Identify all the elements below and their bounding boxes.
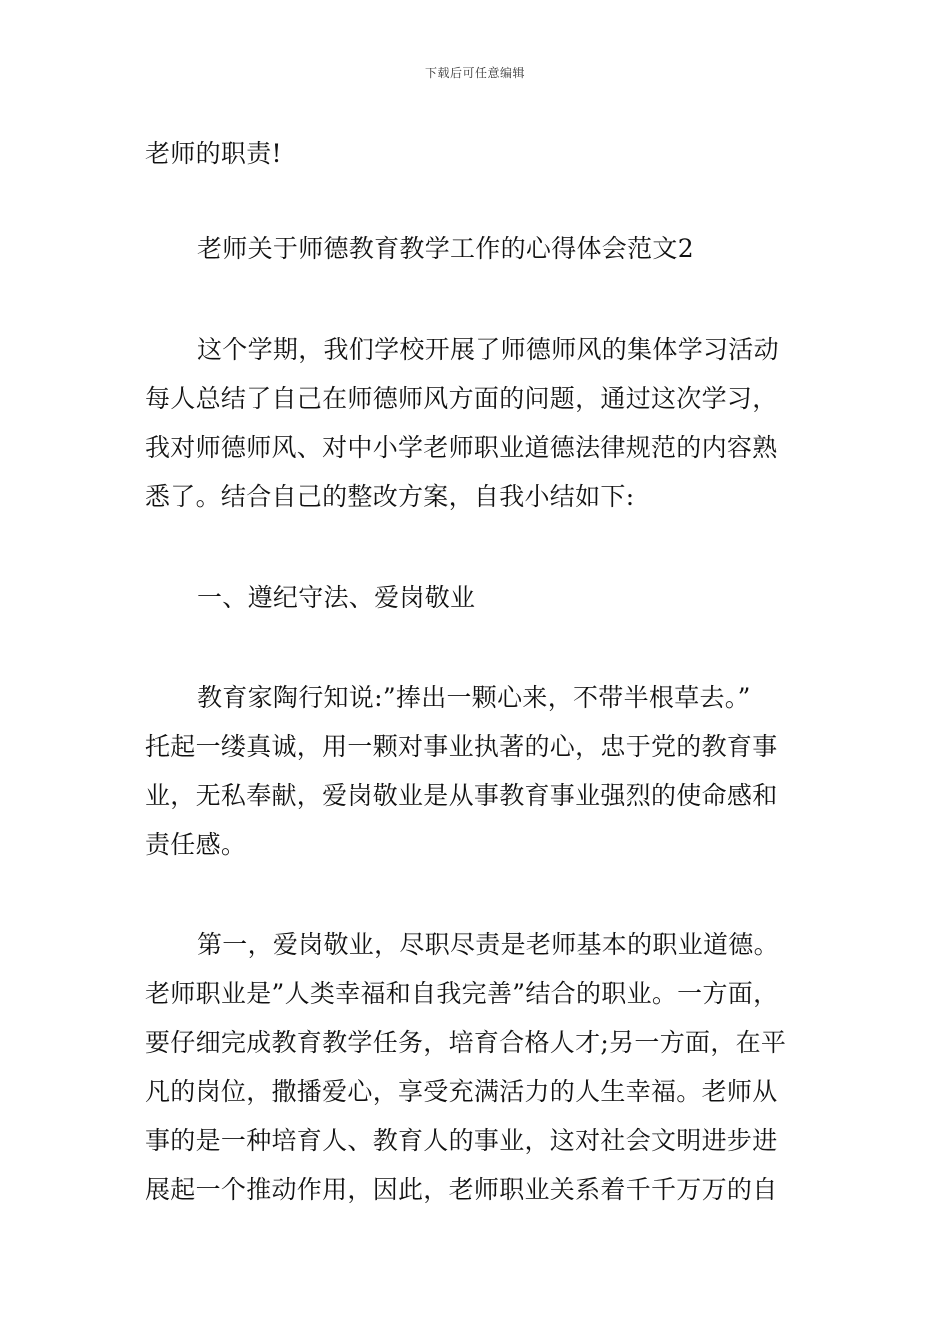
text-line: 第一，爱岗敬业，尽职尽责是老师基本的职业道德。: [197, 930, 779, 959]
text-line: 每人总结了自己在师德师风方面的问题，通过这次学习，: [145, 384, 778, 413]
text-line: 凡的岗位，撒播爱心，享受充满活力的人生幸福。老师从: [145, 1077, 778, 1106]
text-line: 要仔细完成教育教学任务，培育合格人才;另一方面，在平: [145, 1028, 787, 1057]
text-line: 教育家陶行知说:”捧出一颗心来，不带半根草去。”: [197, 683, 751, 712]
text-line: 悉了。结合自己的整改方案，自我小结如下:: [145, 482, 635, 511]
text-line: 这个学期，我们学校开展了师德师风的集体学习活动: [197, 335, 779, 364]
page-header: 下载后可任意编辑: [424, 66, 525, 80]
text-line: 托起一缕真诚，用一颗对事业执著的心，忠于党的教育事: [145, 732, 778, 761]
section-heading: 一、遵纪守法、爱岗敬业: [197, 583, 476, 612]
text-line-ending: 老师的职责!: [145, 139, 282, 168]
text-line: 展起一个推动作用，因此，老师职业关系着千千万万的自: [145, 1175, 778, 1204]
section-title: 老师关于师德教育教学工作的心得体会范文2: [197, 234, 694, 263]
text-line: 业，无私奉献，爱岗敬业是从事教育事业强烈的使命感和: [145, 781, 778, 810]
text-line: 责任感。: [145, 830, 247, 859]
text-line: 我对师德师风、对中小学老师职业道德法律规范的内容熟: [145, 433, 778, 462]
text-line: 事的是一种培育人、教育人的事业，这对社会文明进步进: [145, 1126, 778, 1155]
text-line: 老师职业是”人类幸福和自我完善”结合的职业。一方面，: [145, 979, 779, 1008]
